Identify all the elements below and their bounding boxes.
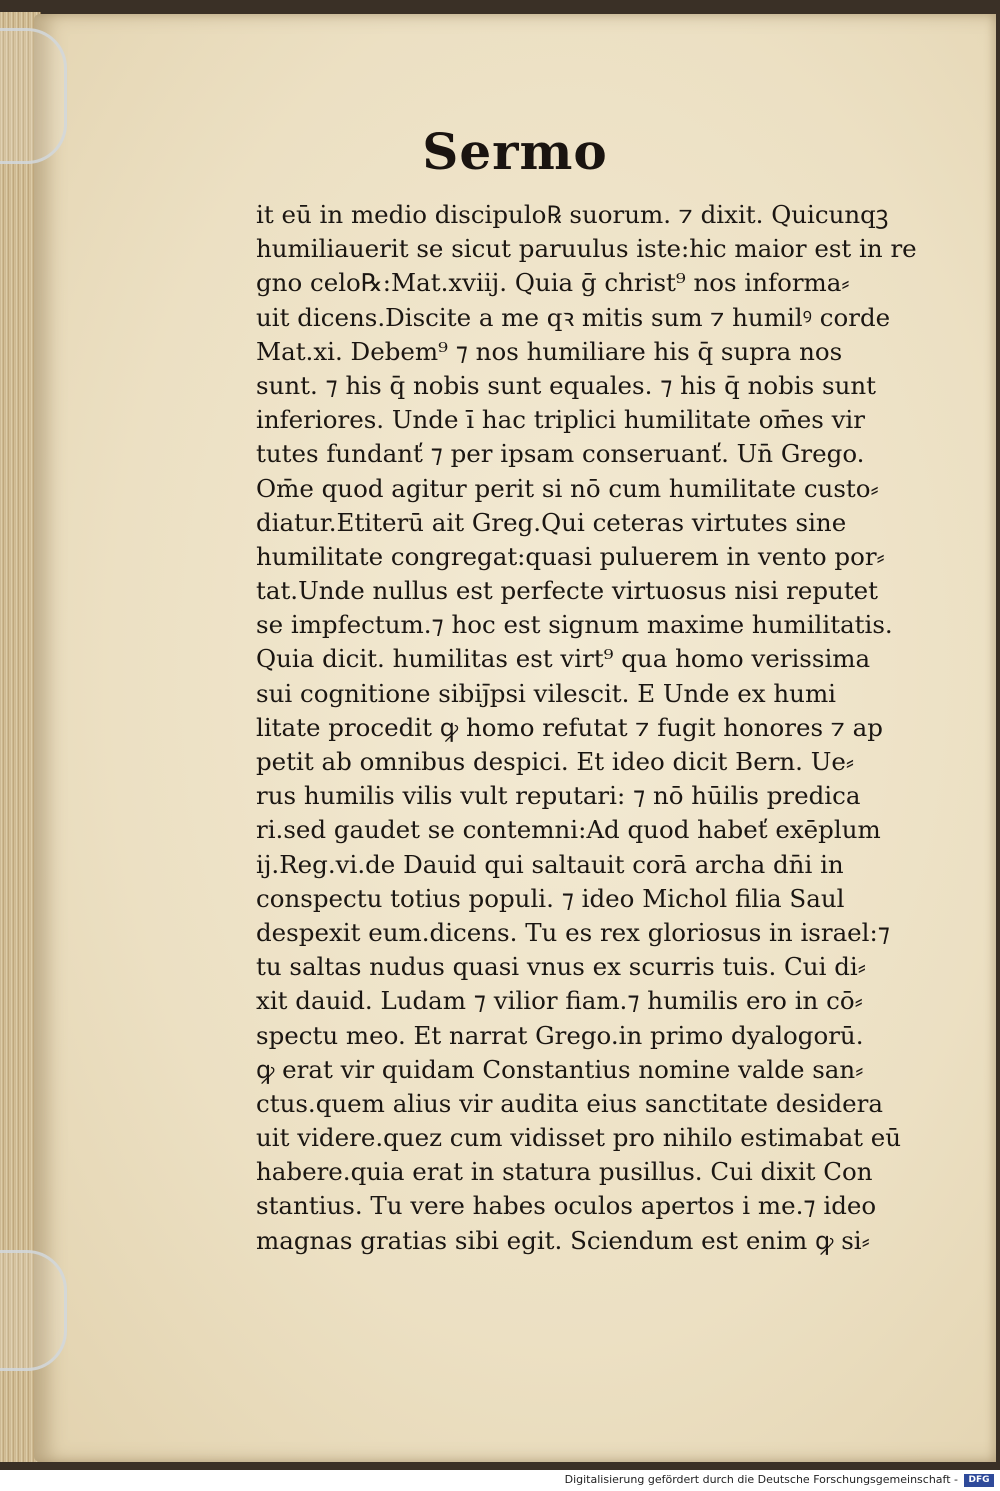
text-line: rus humilis vilis vult reputari: ⁊ nō hūilis predica (256, 781, 861, 811)
text-line: uit videre.quez cum vidisset pro nihilo estimabat eū (256, 1123, 902, 1153)
text-line: xit dauid. Ludam ⁊ vilior fiam.⁊ humilis ero in cō⸗ (256, 986, 863, 1016)
text-line: litate procedit ꝙ homo refutat ⁊ fugit honores ⁊ ap (256, 712, 883, 742)
text-line: petit ab omnibus despici. Et ideo dicit Bern. Ue⸗ (256, 747, 855, 776)
text-line: magnas gratias sibi egit. Sciendum est enim ꝙ si⸗ (256, 1225, 870, 1255)
text-line: ꝙ erat vir quidam Constantius nomine valde san⸗ (256, 1054, 864, 1084)
text-line: gno celo℞:Mat.xviij. Quia ḡ christ⁹ nos informa⸗ (256, 268, 850, 298)
dfg-logo-icon[interactable]: DFG (964, 1474, 994, 1487)
text-line: Om̄e quod agitur perit si nō cum humilitate custo⸗ (256, 473, 879, 503)
text-line: ri.sed gaudet se contemni:Ad quod habeť exēplum (256, 815, 881, 845)
text-block (256, 198, 966, 1258)
text-line: sui cognitione sibiȷ̄psi vilescit. E Unde ex humi (256, 678, 837, 708)
text-line: tat.Unde nullus est perfecte virtuosus nisi reputet (256, 576, 879, 606)
text-line: Quia dicit. humilitas est virt⁹ qua homo verissima (256, 644, 871, 674)
text-line: tu saltas nudus quasi vnus ex scurris tuis. Cui di⸗ (256, 952, 866, 982)
text-line: uit dicens.Discite a me qꝛ mitis sum ⁊ humilꝰ corde (256, 302, 891, 332)
text-line: conspectu totius populi. ⁊ ideo Michol filia Saul (256, 883, 845, 913)
book-page (34, 14, 996, 1462)
text-line: diatur.Etiterū ait Greg.Qui ceteras virtutes sine (256, 507, 847, 537)
text-line: Mat.xi. Debem⁹ ⁊ nos humiliare his q̄ supra nos (256, 336, 843, 366)
text-line: humilitate congregat:quasi puluerem in vento por⸗ (256, 541, 885, 571)
page-clip-bottom (0, 1250, 67, 1371)
text-line: it eū in medio discipulo℞ suorum. ⁊ dixit. Quicunqꝫ (256, 200, 889, 229)
text-line: despexit eum.dicens. Tu es rex gloriosus in israel:⁊ (256, 917, 890, 947)
text-line: se impfectum.⁊ hoc est signum maxime humilitatis. (256, 610, 893, 640)
funding-credit: Digitalisierung gefördert durch die Deutsche Forschungsgemeinschaft - (564, 1473, 958, 1486)
text-line: ij.Reg.vi.de Dauid qui saltauit corā archa dn̄i in (256, 849, 844, 879)
page-heading: Sermo (422, 122, 608, 181)
footer-bar (0, 1470, 1000, 1491)
page-clip-top (0, 28, 67, 164)
text-line: spectu meo. Et narrat Grego.in primo dyalogorū. (256, 1020, 864, 1050)
text-line: stantius. Tu vere habes oculos apertos i me.⁊ ideo (256, 1191, 877, 1221)
text-line: tutes fundanť ⁊ per ipsam conseruanť. Un̄ Grego. (256, 439, 865, 469)
text-line: humiliauerit se sicut paruulus iste:hic maior est in re (256, 234, 917, 264)
text-line: ctus.quem alius vir audita eius sanctitate desidera (256, 1088, 883, 1118)
text-line: habere.quia erat in statura pusillus. Cui dixit Con (256, 1157, 873, 1187)
text-line: sunt. ⁊ his q̄ nobis sunt equales. ⁊ his q̄ nobis sunt (256, 370, 876, 400)
text-line: inferiores. Unde ī hac triplici humilitate om̄es vir (256, 405, 865, 435)
